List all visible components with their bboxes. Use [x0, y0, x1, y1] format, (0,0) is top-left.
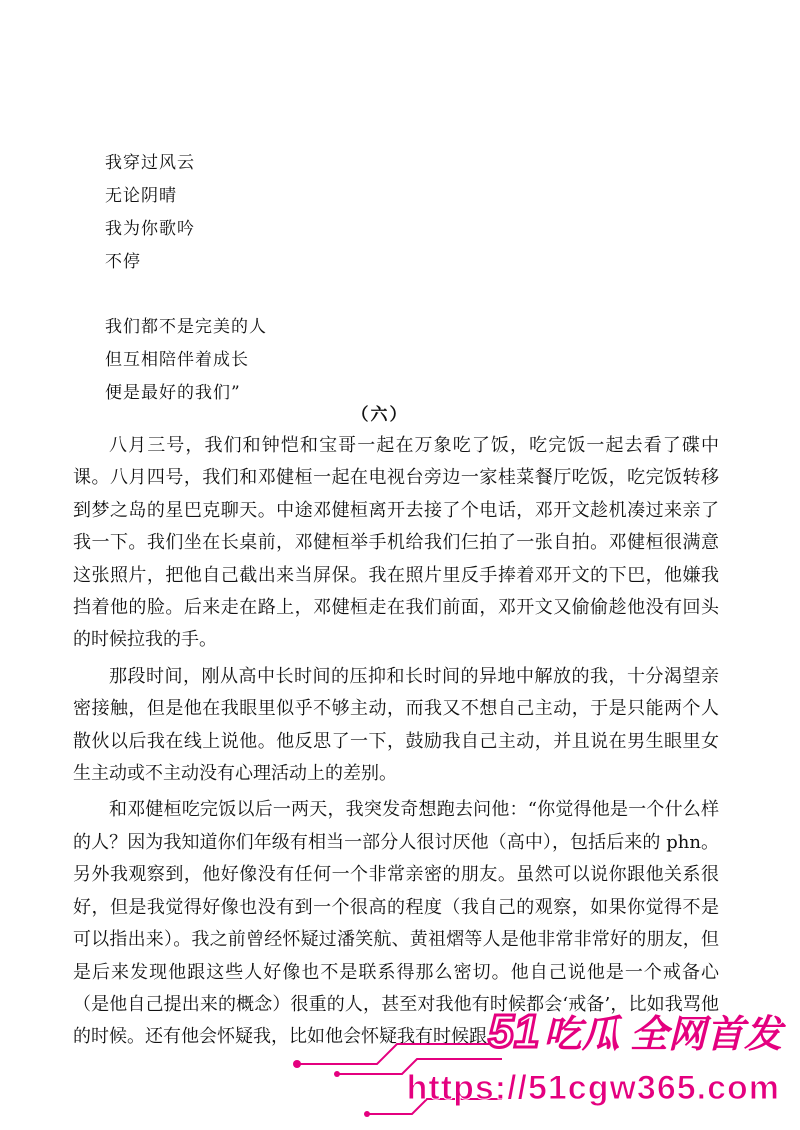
- watermark-url: https://51cgw365.com: [406, 1069, 780, 1107]
- poem-line: 我为你歌吟: [105, 219, 195, 239]
- poem-stanza-1: [105, 147, 195, 279]
- poem-line: 但互相陪伴着成长: [105, 350, 249, 370]
- chapter-heading: （六）: [351, 405, 409, 425]
- watermark: [406, 1005, 792, 1126]
- paragraph: 八月三号，我们和钟恺和宝哥一起在万象吃了饭，吃完饭一起去看了碟中课。八月四号，我们和邓健桓一起在电视台旁边一家桂菜餐厅吃饭，吃完饭转移到梦之岛的星巴克聊天。中途邓健桓离开去接了个电话，邓开文趁机凑过来亲了我一下。我们坐在长桌前，邓健桓举手机给我们仨拍了一张自拍。邓健桓很满意这张照片，把他自己截出来当屏保。我在照片里反手捧着邓开文的下巴，他嫌我挡着他的脸。后来走在路上，邓健桓走在我们前面，邓开文又偷偷趁他没有回头的时候拉我的手。: [73, 435, 719, 651]
- poem-line: 便是最好的我们”: [105, 383, 241, 403]
- watermark-logo: [488, 1006, 782, 1060]
- poem-line: 我们都不是完美的人: [105, 317, 267, 337]
- body-text: [73, 430, 719, 1058]
- poem-stanza-2: [105, 311, 267, 410]
- poem-line: 不停: [105, 252, 141, 272]
- paragraph: 和邓健桓吃完饭以后一两天，我突发奇想跑去问他：“你觉得他是一个什么样的人？因为我知道你们年级有相当一部分人很讨厌他（高中），包括后来的 phn。另外我观察到，他好像没有任何一个非常亲密的朋友。虽然可以说你跟他关系很好，但是我觉得好像也没有到一个很高的程度（我自己的观察，如果你觉得不是可以指出来）。我之前曾经怀疑过潘笑航、黄祖熠等人是他非常非常好的朋友，但是后来发现他跟这些人好像也不是联系得那么密切。他自己说他是一个戒备心（是他自己提出来的概念）很重的人，甚至对我他有时候都会‘戒备’，比如我骂他的时候。还有他会怀疑我，比如他会怀疑我有时候跟: [73, 799, 719, 1048]
- watermark-logo-number: 51: [488, 1005, 540, 1057]
- watermark-logo-text: 吃瓜 全网首发: [543, 1014, 782, 1056]
- poem-line: 无论阴晴: [105, 186, 177, 206]
- paragraph: 那段时间，刚从高中长时间的压抑和长时间的异地中解放的我，十分渴望亲密接触，但是他在我眼里似乎不够主动，而我又不想自己主动，于是只能两个人散伙以后我在线上说他。他反思了一下，鼓励我自己主动，并且说在男生眼里女生主动或不主动没有心理活动上的差别。: [73, 665, 719, 785]
- poem-line: 我穿过风云: [105, 153, 195, 173]
